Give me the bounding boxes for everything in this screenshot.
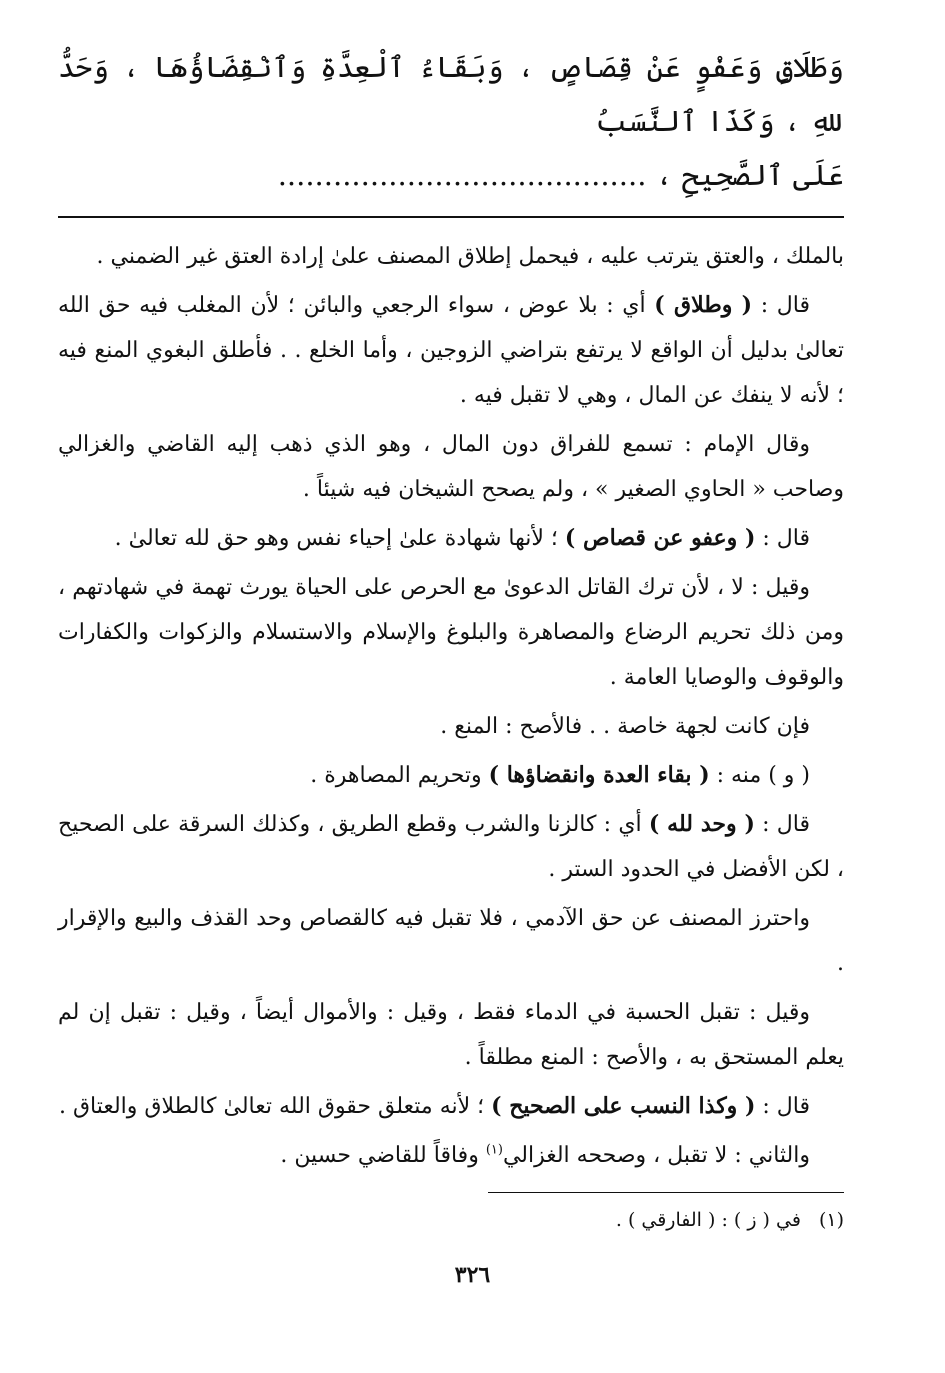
footnote-reference[interactable]: (١) bbox=[485, 1142, 503, 1158]
footnote-text: في ( ز ) : ( الفارقي ) . bbox=[615, 1209, 801, 1231]
lemma-hadd: ( وحد لله ) bbox=[648, 811, 755, 837]
commentary-paragraph-10: وقيل : تقبل الحسبة في الدماء فقط ، وقيل : والأموال أيضاً ، وقيل : تقبل إن لم يعلم المستحق به ، والأصح : المنع مطلقاً . bbox=[58, 1000, 844, 1070]
wa-minhu-prefix: ( و ) منه : bbox=[709, 763, 810, 788]
paragraph-11-body: ؛ لأنه متعلق حقوق الله تعالىٰ كالطلاق والعتاق . bbox=[58, 1094, 492, 1119]
say-prefix: قال : bbox=[755, 1094, 810, 1119]
commentary-paragraph-11 bbox=[58, 1084, 844, 1129]
page-number: ٣٢٦ bbox=[454, 1262, 491, 1288]
footnote bbox=[58, 1205, 844, 1235]
paragraph-7-body: وتحريم المصاهرة . bbox=[310, 763, 489, 788]
lemma-iddah: ( بقاء العدة وانقضاؤها ) bbox=[488, 762, 710, 788]
matn-line-2-text: عَلَى ٱلصَّحِيحِ ، bbox=[655, 158, 844, 192]
footnote-divider bbox=[488, 1192, 844, 1193]
commentary bbox=[58, 234, 844, 1178]
lemma-talaq: ( وطلاق ) bbox=[654, 292, 753, 318]
commentary-paragraph-6: فإن كانت لجهة خاصة . . فالأصح : المنع . bbox=[440, 714, 810, 739]
commentary-paragraph-5: وقيل : لا ، لأن ترك القاتل الدعوىٰ مع الحرص على الحياة يورث تهمة في شهادتهم ، ومن ذلك تحريم الرضاع والمصاهرة والبلوغ والإسلام والاستسلام والزكوات والكفارات والوقوف والوصايا العامة . bbox=[58, 575, 844, 690]
footnote-number: (١) bbox=[818, 1209, 844, 1231]
commentary-paragraph-9: واحترز المصنف عن حق الآدمي ، فلا تقبل فيه كالقصاص وحد القذف والبيع والإقرار . bbox=[58, 906, 844, 976]
paragraph-4-body: ؛ لأنها شهادة علىٰ إحياء نفس وهو حق لله تعالىٰ . bbox=[114, 526, 565, 551]
commentary-paragraph-4 bbox=[58, 516, 844, 561]
say-prefix: قال : bbox=[755, 526, 810, 551]
main-divider bbox=[58, 216, 844, 218]
paragraph-8-body: أي : كالزنا والشرب وقطع الطريق ، وكذلك السرقة على الصحيح ، لكن الأفضل في الحدود الستر . bbox=[58, 812, 844, 882]
matn-line-1: وَطَلَاقٍ وَعَفْوٍ عَنْ قِصَاصٍ ، وَبَقَاءُ ٱلْعِدَّةِ وَٱنْقِضَاؤُهَا ، وَحَدُّ للهِ ، وَكَذَا ٱلنَّسَبُ bbox=[58, 50, 844, 138]
commentary-paragraph-1: بالملك ، والعتق يترتب عليه ، فيحمل إطلاق المصنف علىٰ إرادة العتق غير الضمني . bbox=[96, 244, 844, 269]
paragraph-12-end: وفاقاً للقاضي حسين . bbox=[280, 1143, 486, 1168]
paragraph-12-start: والثاني : لا تقبل ، وصححه الغزالي bbox=[502, 1143, 810, 1168]
commentary-paragraph-12 bbox=[58, 1133, 844, 1178]
lemma-afw-qisas: ( وعفو عن قصاص ) bbox=[564, 525, 756, 551]
say-prefix: قال : bbox=[752, 293, 811, 318]
matn-text bbox=[58, 40, 844, 202]
paragraph-2-body: أي : بلا عوض ، سواء الرجعي والبائن ؛ لأن المغلب فيه حق الله تعالىٰ بدليل أن الواقع لا يرتفع بتراضي الزوجين ، وأما الخلع . . فأطلق البغوي المنع فيه ؛ لأنه لا ينفك عن المال ، وهي لا تقبل فيه . bbox=[58, 293, 844, 408]
commentary-paragraph-2 bbox=[58, 283, 844, 418]
matn-line-2 bbox=[58, 148, 844, 202]
commentary-paragraph-3: وقال الإمام : تسمع للفراق دون المال ، وهو الذي ذهب إليه القاضي والغزالي وصاحب « الحاوي الصغير » ، ولم يصحح الشيخان فيه شيئاً . bbox=[58, 432, 844, 502]
page-body bbox=[58, 40, 844, 1235]
say-prefix: قال : bbox=[754, 812, 810, 837]
matn-dots: ........................................ bbox=[277, 158, 647, 192]
lemma-nasab: ( وكذا النسب على الصحيح ) bbox=[491, 1093, 756, 1119]
commentary-paragraph-8 bbox=[58, 802, 844, 892]
commentary-paragraph-7 bbox=[58, 753, 844, 798]
